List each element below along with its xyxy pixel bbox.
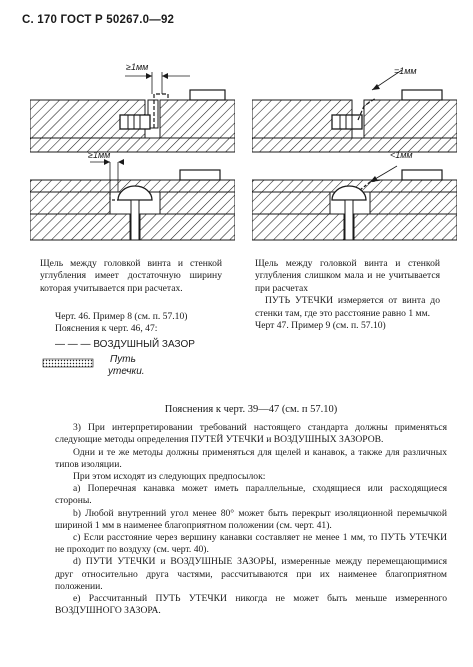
figure-46-bottom [30,152,235,247]
leak-path-legend [42,356,94,370]
paragraph-4: а) Поперечная канавка может иметь параллельные, сходящиеся или расходящиеся стороны. [55,483,447,507]
notes-ref: Пояснения к черт. 46, 47: [55,323,158,335]
chart-ref-47: Черт 47. Пример 9 (см. п. 57.10) [255,320,386,332]
chart-ref-46: Черт. 46. Пример 8 (см. п. 57.10) [55,311,188,322]
page-header: С. 170 ГОСТ Р 50267.0—92 [22,14,175,26]
right-caption [255,258,440,332]
right-leak-note: ПУТЬ УТЕЧКИ измеряется от винта до стенки там, где это расстояние равно 1 мм. [255,295,440,319]
figure-47-top [252,60,457,155]
left-caption [40,258,222,295]
paragraph-5: b) Любой внутренний угол менее 80° может быть перекрыт изоляционной перемычкой шириной 1 мм в наименее благоприятном положении (см. черт. 41). [55,507,447,531]
figure-47-bottom [252,152,457,247]
paragraph-6: c) Если расстояние через вершину канавки составляет не менее 1 мм, то ПУТЬ УТЕЧКИ не проходит по воздуху (см. черт. 40). [55,532,447,556]
body-text [55,404,447,617]
right-caption-text: Щель между головкой винта и стенкой углубления слишком мала и не учитывается при расчетах [255,258,440,294]
paragraph-3: При этом исходят из следующих предпосылок: [73,471,266,483]
left-chart-ref [55,311,237,336]
leak-path-label-1: Путь [110,354,136,365]
dim-label: ≥1мм [126,62,149,72]
leak-path-label-2: утечки. [108,366,145,377]
paragraph-8: е) Рассчитанный ПУТЬ УТЕЧКИ никогда не может быть меньше измеренного ВОЗДУШНОГО ЗАЗОРА. [55,593,447,617]
paragraph-7: d) ПУТИ УТЕЧКИ и ВОЗДУШНЫЕ ЗАЗОРЫ, измеренные между перемещающимися друг относительно друга частями, рассчитываются при их наименее благоприятном положении. [55,556,447,592]
left-caption-text: Щель между головкой винта и стенкой углубления имеет достаточную ширину которая учитывается при расчетах. [40,258,222,294]
dim-label: <1мм [390,150,413,160]
dim-label: ≥1мм [88,150,111,160]
paragraph-2: Одни и те же методы должны применяться для щелей и канавок, а также для различных типов изоляции. [55,446,447,470]
dim-label: =1мм [394,66,417,76]
paragraph-1: 3) При интерпретировании требований настоящего стандарта должны применяться следующие методы определения ПУТЕЙ УТЕЧКИ и ВОЗДУШНЫХ ЗАЗОРОВ. [55,422,447,446]
figure-46-top [30,60,235,155]
air-gap-legend: — — — ВОЗДУШНЫЙ ЗАЗОР [55,339,195,350]
section-heading: Пояснения к черт. 39—47 (см. п 57.10) [164,404,338,415]
